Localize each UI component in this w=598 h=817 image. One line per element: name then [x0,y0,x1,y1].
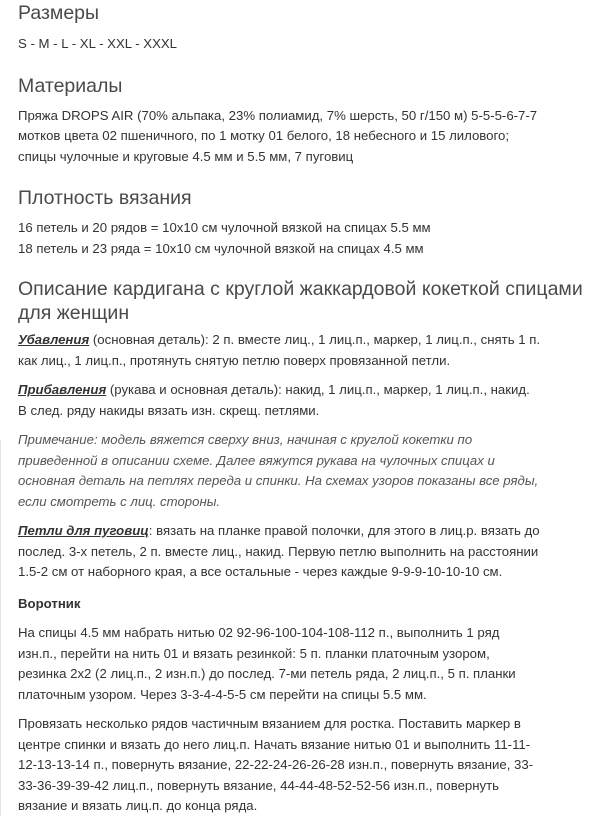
collar-line: 33-36-39-39-42 лиц.п., повернуть вязание, 44-44-48-52-52-56 изн.п., повернуть [18,777,500,793]
materials-line: Пряжа DROPS AIR (70% альпака, 23% полиамид, 7% шерсть, 50 г/150 м) 5-5-5-6-7-7 [18,107,538,123]
sizes-text: S - M - L - XL - XXL - XXXL [18,36,178,51]
collar-line: 12-13-13-14 п., повернуть вязание, 22-22-24-26-26-28 изн.п., повернуть вязание, 33- [18,757,534,772]
increase-line [18,380,593,401]
collar-line: платочным узором. Через 3-3-4-4-5-5 см перейти на спицы 5.5 мм. [18,686,427,702]
buttonholes-line: послед. 3-х петель, 2 п. вместе лиц., накид. Первую петлю выполнить на расстоянии [18,543,539,559]
increase-line: В след. ряду накиды вязать изн. скрещ. петлями. [18,402,320,418]
note-line: если смотреть с лиц. стороны. [18,493,221,509]
collar-line: Провязать несколько рядов частичным вязанием для ростка. Поставить маркер в [18,716,521,731]
collar-line: центре спинки и вязать до него лиц.п. Начать вязание нитью 01 и выполнить 11-11- [18,736,531,752]
decrease-line [18,330,593,351]
gauge-text [18,218,593,259]
gauge-line: 18 петель и 23 ряда = 10x10 см чулочной вязкой на спицах 4.5 мм [18,240,424,256]
note-line: Примечание: модель вяжется сверху вниз, начиная с круглой кокетки по [18,432,473,447]
increase-term: Прибавления [18,382,107,397]
description-heading-line: Описание кардигана с круглой жаккардовой кокеткой спицами [18,278,583,300]
collar-paragraph-2 [18,714,593,817]
decrease-term: Убавления [18,332,90,347]
note-line: основная деталь на петлях переда и спинки. На схемах узоров показаны все ряды, [18,473,539,488]
materials-line: мотков цвета 02 пшеничного, по 1 мотку 01 белого, 18 небесного и 15 лилового; [18,128,510,143]
collar-line: изн.п., перейти на нить 01 и вязать резинкой: 5 п. планки платочным узором, [18,645,490,661]
left-edge-divider [0,440,1,816]
description-heading [18,277,593,325]
materials-line: спицы чулочные и круговые 4.5 мм и 5.5 мм, 7 пуговиц [18,148,354,164]
decrease-text: (основная деталь): 2 п. вместе лиц., 1 лиц.п., маркер, 1 лиц.п., снять 1 п. [89,332,541,347]
decrease-paragraph [18,330,593,371]
buttonholes-paragraph [18,521,593,583]
increase-text: (рукава и основная деталь): накид, 1 лиц.п., маркер, 1 лиц.п., накид. [106,382,530,397]
buttonholes-text: : вязать на планке правой полочки, для этого в лиц.р. вязать до [148,523,540,538]
gauge-heading: Плотность вязания [18,187,192,209]
collar-heading: Воротник [18,595,81,611]
decrease-line: как лиц., 1 лиц.п., протянуть снятую петлю поверх провязанной петли. [18,352,451,368]
buttonholes-term: Петли для пуговиц [18,523,149,538]
article-content [18,0,593,817]
gauge-line: 16 петель и 20 рядов = 10x10 см чулочной вязкой на спицах 5.5 мм [18,220,431,235]
note-line: приведенной в описании схеме. Далее вяжутся рукава на чулочных спицах и [18,452,495,468]
note-paragraph [18,430,593,512]
sizes-heading: Размеры [18,2,100,24]
description-heading-line: для женщин [18,302,130,324]
collar-paragraph-1 [18,623,593,705]
buttonholes-line [18,521,593,542]
collar-line: резинка 2x2 (2 лиц.п., 2 изн.п.) до послед. 7-ми петель ряда, 2 лиц.п., 5 п. планки [18,666,516,681]
buttonholes-line: 1.5-2 см от наборного края, а все остальные - через каждые 9-9-9-10-10-10 см. [18,564,503,579]
materials-heading: Материалы [18,74,123,97]
collar-line: На спицы 4.5 мм набрать нитью 02 92-96-100-104-108-112 п., выполнить 1 ряд [18,625,500,640]
materials-text [18,106,593,168]
collar-line: вязание и вязать лиц.п. до конца ряда. [18,798,258,813]
increase-paragraph [18,380,593,421]
